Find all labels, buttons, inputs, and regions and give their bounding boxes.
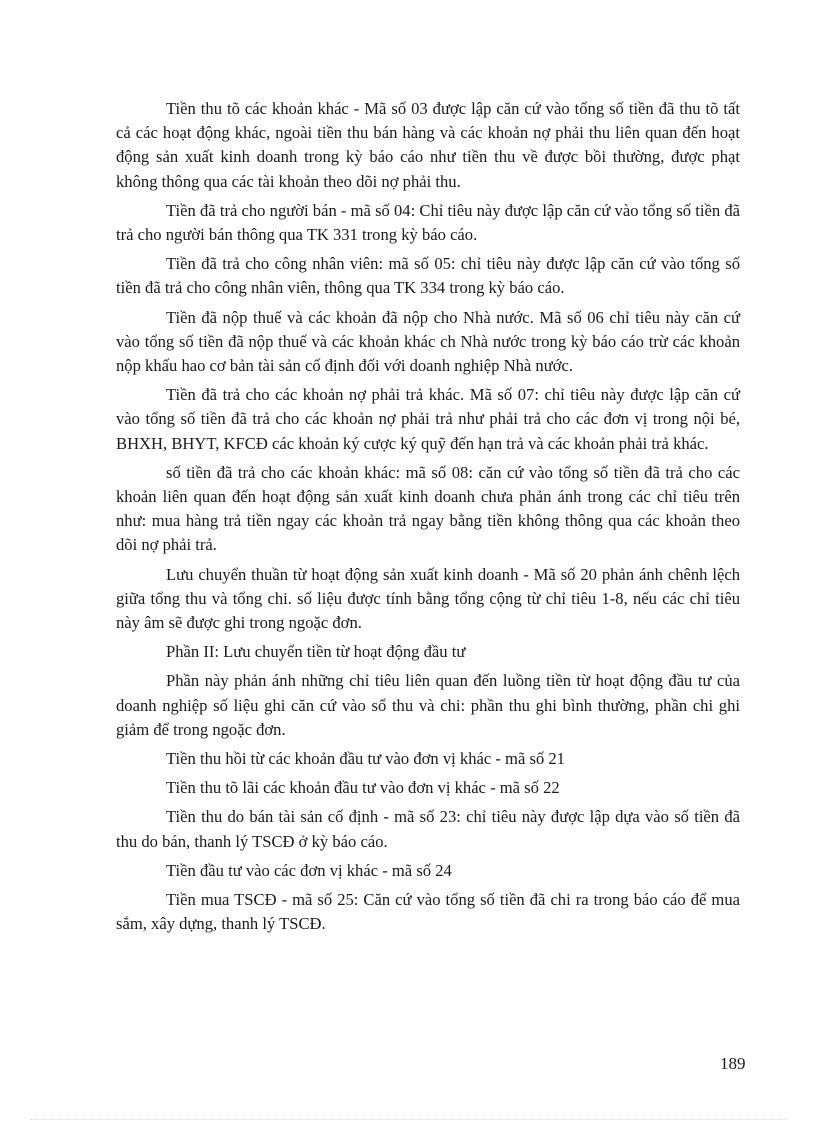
paragraph-ma-so-03: Tiền thu tõ các khoản khác - Mã số 03 được lập căn cứ vào tổng số tiền đã thu tõ tất cả các hoạt động khác, ngoài tiền thu bán hàng và các khoản nợ phải thu liên quan đến hoạt động sản xuất kinh doanh trong kỳ báo cáo như tiền thu về được bồi thường, được phạt không thông qua các tài khoản theo dõi nợ phải thu. xyxy=(116,99,740,191)
paragraph-ma-so-07: Tiền đã trả cho các khoản nợ phải trả khác. Mã số 07: chỉ tiêu này được lập căn cứ vào tổng số tiền đã trả cho các khoản nợ phải trả như phải trả cho các đơn vị trong nội bé, BHXH, BHYT, KFCĐ các khoản ký cược ký quỹ đến hạn trả và các khoản phải trả khác. xyxy=(116,385,740,453)
paragraph-ma-so-08: số tiền đã trả cho các khoản khác: mã số 08: căn cứ vào tổng số tiền đã trả cho các khoản liên quan đến hoạt động sản xuất kinh doanh chưa phản ánh trong các chỉ tiêu trên như: mua hàng trả tiền ngay các khoản trả ngay bằng tiền không thông qua các khoản theo dõi nợ phải trả. xyxy=(116,462,740,555)
paragraph-ma-so-22: Tiền thu tõ lãi các khoản đầu tư vào đơn vị khác - mã số 22 xyxy=(166,778,560,798)
paragraph-ma-so-04: Tiền đã trả cho người bán - mã số 04: Chỉ tiêu này được lập căn cứ vào tổng số tiền đã trả cho người bán thông qua TK 331 trong kỳ báo cáo. xyxy=(116,200,740,245)
page-body xyxy=(116,97,740,942)
paragraph-ma-so-21: Tiền thu hồi từ các khoản đầu tư vào đơn vị khác - mã số 21 xyxy=(166,749,565,769)
paragraph-ma-so-24: Tiền đầu tư vào các đơn vị khác - mã số 24 xyxy=(166,860,452,880)
paragraph-ma-so-06: Tiền đã nộp thuế và các khoản đã nộp cho Nhà nước. Mã số 06 chỉ tiêu này căn cứ vào tổng số tiền đã nộp thuế và các khoản khác ch Nhà nước trong kỳ báo cáo trừ các khoản nộp khấu hao cơ bản tài sản cố định đối với doanh nghiệp Nhà nước. xyxy=(116,307,740,376)
paragraph-ma-so-20: Lưu chuyển thuần từ hoạt động sản xuất kinh doanh - Mã số 20 phản ánh chênh lệch giữa tổng thu và tổng chi. số liệu được tính bằng tổng cộng từ chỉ tiêu 1-8, nếu các chỉ tiêu này âm sẽ được ghi trong ngoặc đơn. xyxy=(116,564,740,633)
footer-divider xyxy=(30,1119,786,1120)
section-heading-phan-ii: Phần II: Lưu chuyển tiền từ hoạt động đầu tư xyxy=(166,642,466,662)
paragraph-phan-ii-intro: Phần này phản ánh những chỉ tiêu liên quan đến luồng tiền từ hoạt động đầu tư của doanh nghiệp số liệu ghi căn cứ vào sổ thu và chi: phần thu ghi bình thường, phần chi ghi giảm để trong ngoặc đơn. xyxy=(116,671,740,739)
paragraph-ma-so-05: Tiền đã trả cho công nhân viên: mã số 05: chỉ tiêu này được lập căn cứ vào tổng số tiền đã trả cho công nhân viên, thông qua TK 334 trong kỳ báo cáo. xyxy=(116,254,740,298)
page-number: 189 xyxy=(720,1054,746,1073)
paragraph-ma-so-23: Tiền thu do bán tài sản cố định - mã số 23: chỉ tiêu này được lập dựa vào số tiền đã thu do bán, thanh lý TSCĐ ở kỳ báo cáo. xyxy=(116,807,740,851)
paragraph-ma-so-25: Tiền mua TSCĐ - mã số 25: Căn cứ vào tổng số tiền đã chi ra trong báo cáo để mua sắm, xây dựng, thanh lý TSCĐ. xyxy=(116,890,740,934)
